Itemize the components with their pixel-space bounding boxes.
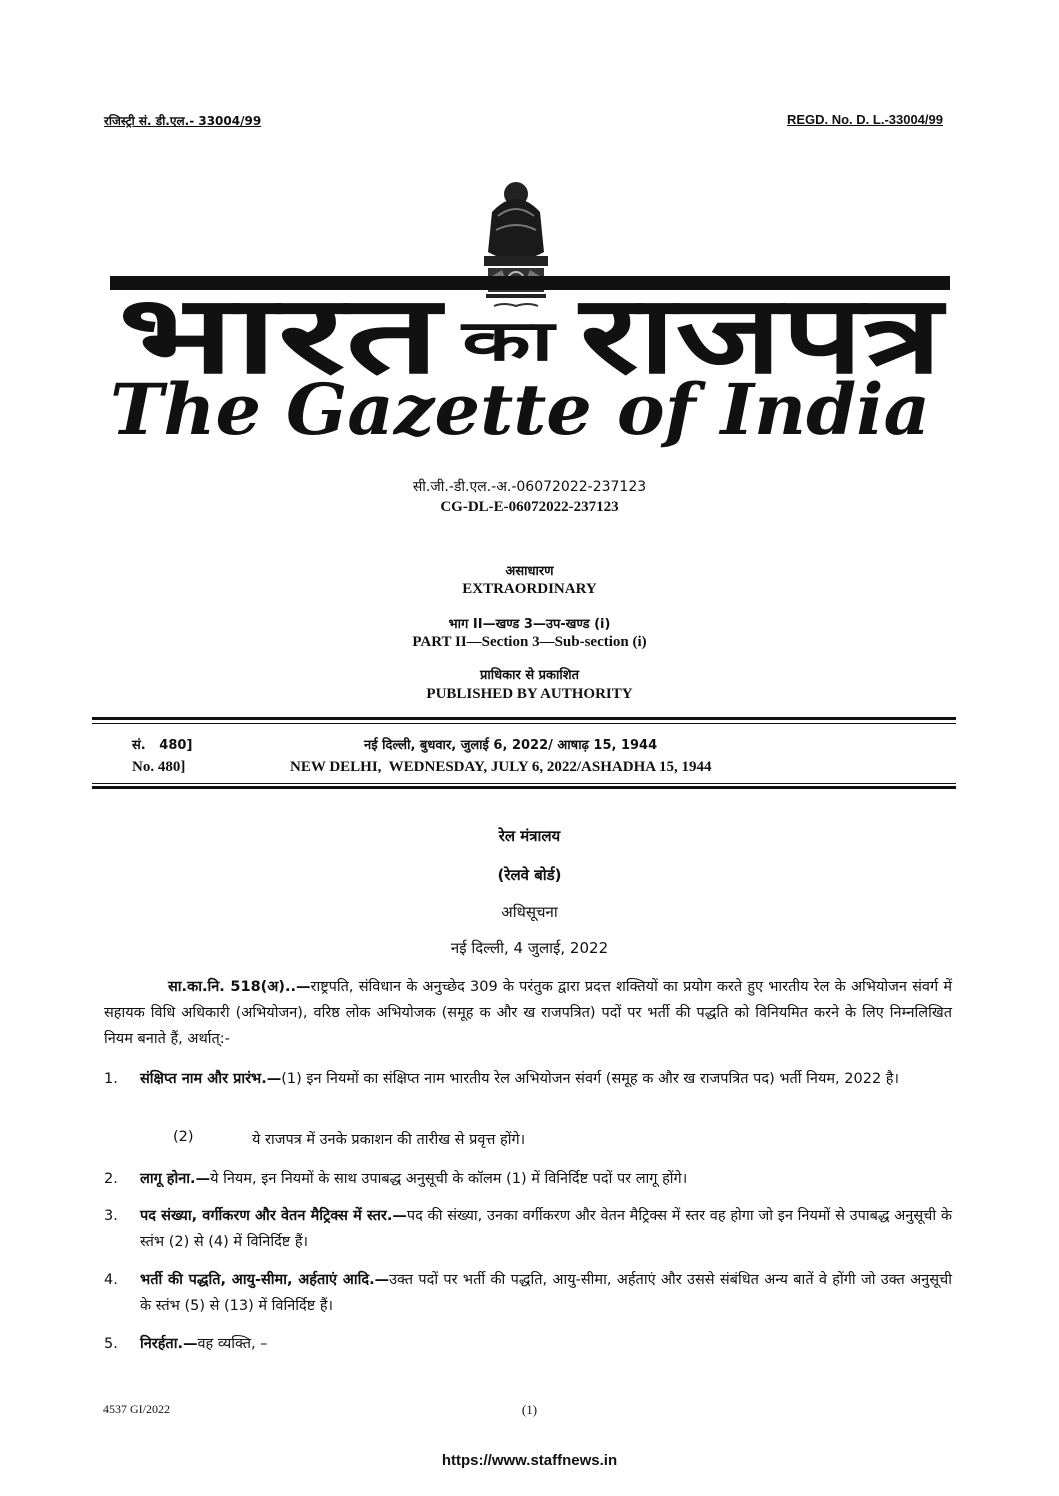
rule-number: 1. bbox=[104, 1071, 118, 1087]
rule-body: ये नियम, इन नियमों के साथ उपाबद्ध अनुसूची के कॉलम (1) में विनिर्दिष्ट पदों पर लागू होंगे। bbox=[210, 1171, 688, 1187]
issue-date-english: NEW DELHI, WEDNESDAY, JULY 6, 2022/ASHADHA 15, 1944 bbox=[290, 759, 712, 775]
rule-heading: संक्षिप्त नाम और प्रारंभ.— bbox=[140, 1071, 282, 1087]
sub-rule-number: (2) bbox=[173, 1129, 194, 1145]
published-by-authority-hindi: प्राधिकार से प्रकाशित bbox=[480, 668, 579, 683]
issue-date-hindi: नई दिल्ली, बुधवार, जुलाई 6, 2022/ आषाढ़ 15, 1944 bbox=[364, 738, 658, 753]
published-by-authority-english: PUBLISHED BY AUTHORITY bbox=[426, 686, 633, 702]
cg-code-english: CG-DL-E-06072022-237123 bbox=[440, 499, 619, 515]
svg-text:का: का bbox=[460, 309, 558, 374]
page-number: (1) bbox=[521, 1402, 538, 1417]
intro-body: राष्ट्रपति, संविधान के अनुच्छेद 309 के परंतुक द्वारा प्रदत्त शक्तियों का प्रयोग करते हुए भारतीय रेल के अभियोजन संवर्ग में सहायक विधि अधिकारी (अभियोजन), वरिष्ठ लोक अभियोजक (समूह क और ख राजपत्रित) पदों पर भर्ती की पद्धति को विनियमित करने के लिए निम्नलिखित नियम बनाते हैं, अर्थात्:- bbox=[104, 979, 952, 1047]
extraordinary-hindi: असाधारण bbox=[505, 564, 554, 579]
rule-number: 5. bbox=[104, 1336, 118, 1352]
regd-number-hindi: रजिस्ट्री सं. डी.एल.- 33004/99 bbox=[104, 114, 262, 128]
masthead-title-english bbox=[100, 368, 960, 448]
top-double-rule-thin bbox=[92, 723, 956, 724]
sub-rule-text: ये राजपत्र में उनके प्रकाशन की तारीख से प्रवृत्त होंगे। bbox=[252, 1132, 526, 1148]
rule-number: 4. bbox=[104, 1272, 118, 1288]
source-url-link[interactable]: https://www.staffnews.in bbox=[441, 1452, 618, 1469]
rule-item-3 bbox=[104, 1203, 952, 1255]
rule-heading: पद संख्या, वर्गीकरण और वेतन मैट्रिक्स में स्तर.— bbox=[140, 1208, 407, 1224]
rule-body: (1) इन नियमों का संक्षिप्त नाम भारतीय रेल अभियोजन संवर्ग (समूह क और ख राजपत्रित पद) भर्ती नियम, 2022 है। bbox=[281, 1071, 899, 1087]
rule-item-2 bbox=[104, 1166, 952, 1192]
footer-print-code: 4537 GI/2022 bbox=[103, 1402, 170, 1416]
part-section-hindi: भाग II—खण्ड 3—उप-खण्ड (i) bbox=[448, 617, 611, 632]
cg-code-hindi: सी.जी.-डी.एल.-अ.-06072022-237123 bbox=[412, 479, 647, 495]
notification-place-date: नई दिल्ली, 4 जुलाई, 2022 bbox=[450, 939, 609, 957]
issue-number-english: No. 480] bbox=[132, 759, 186, 775]
svg-text:राजपत्र: राजपत्र bbox=[577, 273, 947, 383]
intro-reference: सा.का.नि. 518(अ)..— bbox=[168, 979, 311, 995]
part-section-english: PART II—Section 3—Sub-section (i) bbox=[412, 634, 647, 650]
svg-text:भारत: भारत bbox=[118, 273, 446, 383]
issue-number-hindi: सं. 480] bbox=[132, 738, 193, 753]
ministry-heading: रेल मंत्रालय bbox=[498, 827, 561, 845]
bottom-double-rule-thick bbox=[92, 786, 956, 789]
rule-heading: भर्ती की पद्धति, आयु-सीमा, अर्हताएं आदि.— bbox=[140, 1272, 390, 1288]
rule-item-4 bbox=[104, 1267, 952, 1319]
rule-item-5 bbox=[104, 1331, 952, 1357]
rule-number: 2. bbox=[104, 1171, 118, 1187]
rule-body: वह व्यक्ति, – bbox=[197, 1336, 268, 1352]
rule-body: उक्त पदों पर भर्ती की पद्धति, आयु-सीमा, अर्हताएं और उससे संबंधित अन्य बातें वे होंगी जो उक्त अनुसूची के स्तंभ (5) से (13) में विनिर्दिष्ट हैं। bbox=[140, 1272, 952, 1314]
regd-number-english: REGD. No. D. L.-33004/99 bbox=[786, 112, 943, 127]
bottom-double-rule-thin bbox=[92, 783, 956, 784]
svg-text:The Gazette of India: The Gazette of India bbox=[110, 368, 930, 448]
notification-title: अधिसूचना bbox=[501, 903, 558, 921]
rule-body: पद की संख्या, उनका वर्गीकरण और वेतन मैट्रिक्स में स्तर वह होगा जो इन नियमों से उपाबद्ध अनुसूची के स्तंभ (2) से (4) में विनिर्दिष्ट हैं। bbox=[140, 1208, 952, 1250]
rule-number: 3. bbox=[104, 1208, 118, 1224]
masthead-title-hindi bbox=[110, 268, 950, 383]
rule-heading: निरर्हता.— bbox=[140, 1336, 198, 1352]
rule-heading: लागू होना.— bbox=[140, 1171, 211, 1187]
notification-intro bbox=[104, 974, 952, 1052]
rule-item-1 bbox=[104, 1066, 952, 1092]
board-heading: (रेलवे बोर्ड) bbox=[497, 866, 562, 884]
top-double-rule-thick bbox=[92, 717, 956, 720]
extraordinary-english: EXTRAORDINARY bbox=[462, 581, 597, 597]
